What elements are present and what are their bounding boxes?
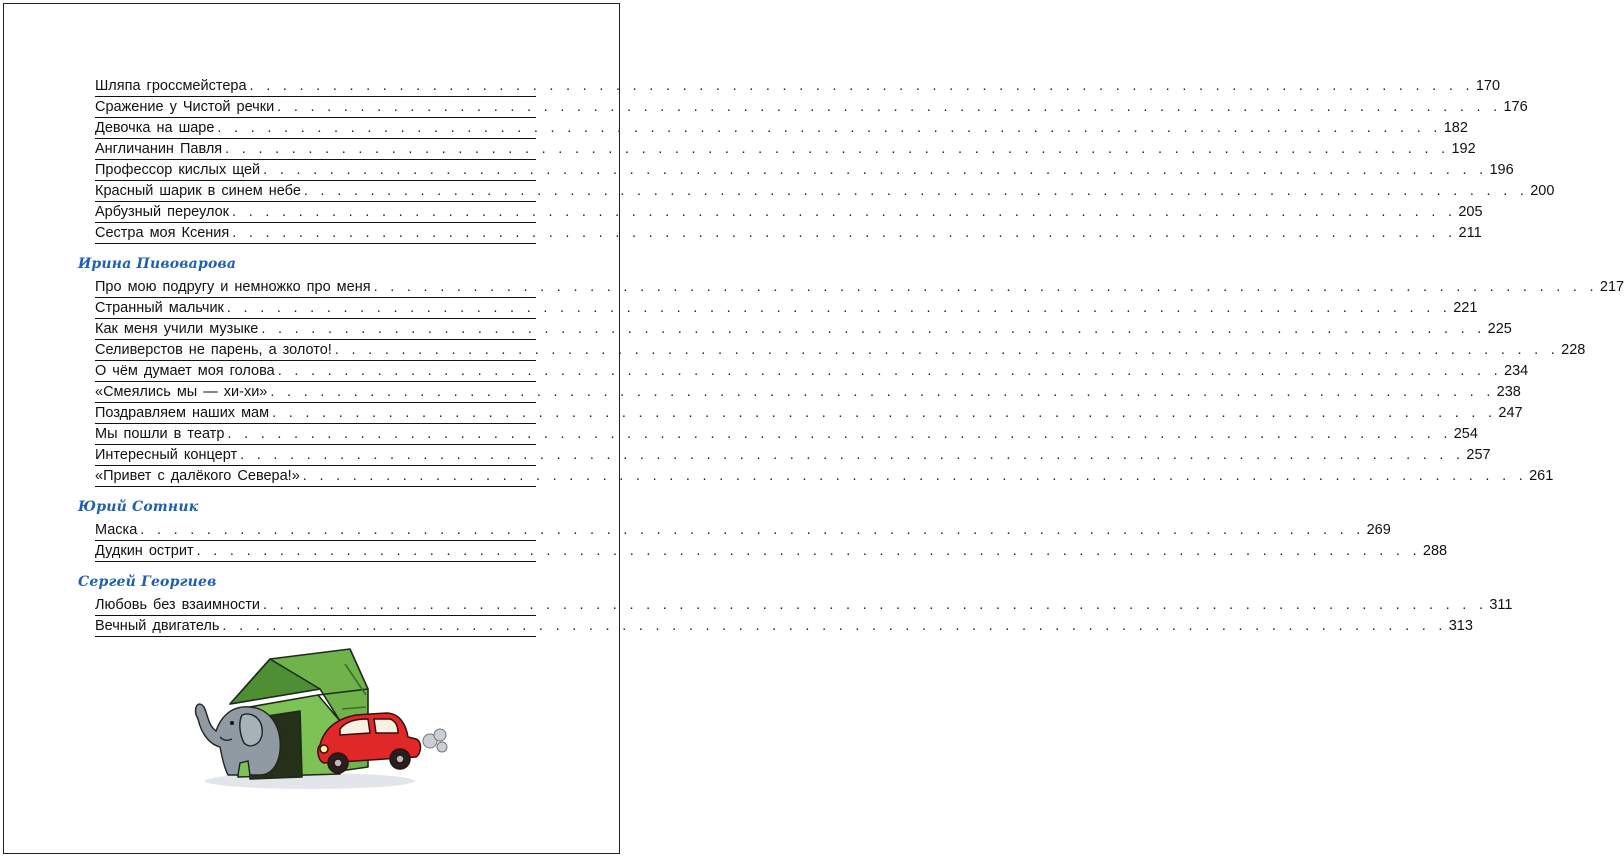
dot-leader: . . . . . . . . . . . . . . . . . . . . . . . . . . . . . . . . . . . . . . . . . . . . . . . . . . . . . . . . . . . . . . . . . . . . . . . . . .: [140, 522, 1364, 538]
toc-entry-page-number: 225: [1487, 321, 1512, 337]
dot-leader: . . . . . . . . . . . . . . . . . . . . . . . . . . . . . . . . . . . . . . . . . . . . . . . . . . . . . . . . . . . . . . . . . . . . . . . . . .: [232, 225, 1456, 241]
toc-entry-title: «Смеялись мы — хи-хи»: [95, 384, 268, 400]
dot-leader: . . . . . . . . . . . . . . . . . . . . . . . . . . . . . . . . . . . . . . . . . . . . . . . . . . . . . . . . . . . . . . . . . . . . . . . . . .: [263, 162, 1487, 178]
toc-entry-page-number: 311: [1489, 597, 1513, 613]
toc-entry[interactable]: [95, 595, 1513, 616]
book-page: [3, 3, 1624, 854]
toc-entry-title: Мы пошли в театр: [95, 426, 225, 442]
toc-entry-page-number: 261: [1529, 468, 1554, 484]
dot-leader: . . . . . . . . . . . . . . . . . . . . . . . . . . . . . . . . . . . . . . . . . . . . . . . . . . . . . . . . . . . . . . . . . . . . . . . . . .: [277, 363, 1501, 379]
toc-entry[interactable]: [95, 403, 1523, 424]
toc-entry-title: Поздравляем наших мам: [95, 405, 270, 421]
dot-leader: . . . . . . . . . . . . . . . . . . . . . . . . . . . . . . . . . . . . . . . . . . . . . . . . . . . . . . . . . . . . . . . . . . . . . . . . . .: [263, 597, 1487, 613]
toc-entry-page-number: 176: [1503, 99, 1528, 115]
dot-leader: . . . . . . . . . . . . . . . . . . . . . . . . . . . . . . . . . . . . . . . . . . . . . . . . . . . . . . . . . . . . . . . . . . . . . . . . . .: [272, 405, 1496, 421]
toc-entry[interactable]: [95, 541, 1448, 562]
toc-entry-title: Дудкин острит: [95, 543, 194, 559]
toc-entry-title: О чём думает моя голова: [95, 363, 275, 379]
toc-entry[interactable]: [95, 139, 1476, 160]
toc-entry-title: Девочка на шаре: [95, 120, 215, 136]
exhaust-cloud: [423, 729, 447, 752]
dot-leader: . . . . . . . . . . . . . . . . . . . . . . . . . . . . . . . . . . . . . . . . . . . . . . . . . . . . . . . . . . . . . . . . . . . . . . . . . .: [240, 447, 1464, 463]
toc-entry-title: Шляпа гроссмейстера: [95, 78, 247, 94]
dot-leader: . . . . . . . . . . . . . . . . . . . . . . . . . . . . . . . . . . . . . . . . . . . . . . . . . . . . . . . . . . . . . . . . . . . . . . . . . .: [249, 78, 1473, 94]
toc-entry[interactable]: [95, 202, 1483, 223]
toc-entry-page-number: 234: [1504, 363, 1529, 379]
toc-entry-page-number: 257: [1466, 447, 1491, 463]
toc-entry[interactable]: [95, 118, 1468, 139]
toc-entry[interactable]: [95, 340, 1586, 361]
toc-entry-page-number: 238: [1496, 384, 1521, 400]
toc-entry-page-number: 196: [1489, 162, 1514, 178]
toc-entry-page-number: 228: [1561, 342, 1586, 358]
toc-entry-page-number: 217: [1599, 279, 1624, 295]
toc-entry[interactable]: [95, 445, 1491, 466]
toc-entry-page-number: 288: [1422, 543, 1448, 559]
table-of-contents: [78, 76, 1624, 637]
toc-entry-page-number: 247: [1498, 405, 1523, 421]
toc-entry[interactable]: [95, 223, 1482, 244]
toc-entry-title: Вечный двигатель: [95, 618, 220, 634]
elephant: [196, 704, 281, 775]
dot-leader: . . . . . . . . . . . . . . . . . . . . . . . . . . . . . . . . . . . . . . . . . . . . . . . . . . . . . . . . . . . . . . . . . . . . . . . . . .: [196, 543, 1420, 559]
toc-entry-title: Маска: [95, 522, 138, 538]
toc-entry[interactable]: [95, 160, 1514, 181]
toc-entry[interactable]: [95, 616, 1473, 637]
toc-entry-page-number: 254: [1453, 426, 1478, 442]
toc-entry[interactable]: [95, 298, 1478, 319]
dot-leader: . . . . . . . . . . . . . . . . . . . . . . . . . . . . . . . . . . . . . . . . . . . . . . . . . . . . . . . . . . . . . . . . . . . . . . . . . .: [217, 120, 1441, 136]
toc-entry-page-number: 221: [1453, 300, 1478, 316]
toc-entry-title: Сестра моя Ксения: [95, 225, 230, 241]
toc-entry-title: Арбузный переулок: [95, 204, 230, 220]
toc-entry-title: Про мою подругу и немножко про меня: [95, 279, 371, 295]
toc-entry[interactable]: [95, 361, 1529, 382]
dot-leader: . . . . . . . . . . . . . . . . . . . . . . . . . . . . . . . . . . . . . . . . . . . . . . . . . . . . . . . . . . . . . . . . . . . . . . . . . .: [334, 342, 1559, 358]
toc-entry[interactable]: [95, 382, 1521, 403]
toc-entry[interactable]: [95, 76, 1501, 97]
dot-leader: . . . . . . . . . . . . . . . . . . . . . . . . . . . . . . . . . . . . . . . . . . . . . . . . . . . . . . . . . . . . . . . . . . . . . . . . . .: [261, 321, 1485, 337]
toc-entry-title: Англичанин Павля: [95, 141, 223, 157]
toc-entry-page-number: 205: [1458, 204, 1483, 220]
dot-leader: . . . . . . . . . . . . . . . . . . . . . . . . . . . . . . . . . . . . . . . . . . . . . . . . . . . . . . . . . . . . . . . . . . . . . . . . . .: [270, 384, 1494, 400]
dot-leader: . . . . . . . . . . . . . . . . . . . . . . . . . . . . . . . . . . . . . . . . . . . . . . . . . . . . . . . . . . . . . . . . . . . . . . . . . .: [232, 204, 1456, 220]
dot-leader: . . . . . . . . . . . . . . . . . . . . . . . . . . . . . . . . . . . . . . . . . . . . . . . . . . . . . . . . . . . . . . . . . . . . . . . . . .: [277, 99, 1501, 115]
toc-entry[interactable]: [95, 277, 1624, 298]
toc-entry-title: Как меня учили музыке: [95, 321, 259, 337]
toc-entry-title: Любовь без взаимности: [95, 597, 260, 613]
author-heading: Юрий Сотник: [78, 499, 199, 515]
dot-leader: . . . . . . . . . . . . . . . . . . . . . . . . . . . . . . . . . . . . . . . . . . . . . . . . . . . . . . . . . . . . . . . . . . . . . . . . . .: [222, 618, 1446, 634]
toc-entry[interactable]: [95, 319, 1512, 340]
toc-entry-page-number: 170: [1475, 78, 1501, 94]
elephant-doghouse-car-illustration: [190, 649, 452, 799]
dot-leader: . . . . . . . . . . . . . . . . . . . . . . . . . . . . . . . . . . . . . . . . . . . . . . . . . . . . . . . . . . . . . . . . . . . . . . . . . .: [373, 279, 1597, 295]
toc-entry[interactable]: [95, 181, 1555, 202]
dot-leader: . . . . . . . . . . . . . . . . . . . . . . . . . . . . . . . . . . . . . . . . . . . . . . . . . . . . . . . . . . . . . . . . . . . . . . . . . .: [302, 468, 1527, 484]
toc-entry-page-number: 200: [1530, 183, 1555, 199]
toc-entry-title: Интересный концерт: [95, 447, 238, 463]
toc-entry[interactable]: [95, 97, 1528, 118]
toc-entry-page-number: 192: [1451, 141, 1476, 157]
toc-entry-title: Красный шарик в синем небе: [95, 183, 301, 199]
dot-leader: . . . . . . . . . . . . . . . . . . . . . . . . . . . . . . . . . . . . . . . . . . . . . . . . . . . . . . . . . . . . . . . . . . . . . . . . . .: [225, 141, 1449, 157]
toc-entry-title: Селиверстов не парень, а золото!: [95, 342, 332, 358]
dot-leader: . . . . . . . . . . . . . . . . . . . . . . . . . . . . . . . . . . . . . . . . . . . . . . . . . . . . . . . . . . . . . . . . . . . . . . . . . .: [226, 300, 1451, 316]
author-heading: Сергей Георгиев: [78, 574, 217, 590]
toc-entry-page-number: 182: [1443, 120, 1468, 136]
dot-leader: . . . . . . . . . . . . . . . . . . . . . . . . . . . . . . . . . . . . . . . . . . . . . . . . . . . . . . . . . . . . . . . . . . . . . . . . . .: [227, 426, 1451, 442]
toc-entry-page-number: 211: [1458, 225, 1482, 241]
author-heading: Ирина Пивоварова: [78, 256, 237, 272]
toc-entry[interactable]: [95, 520, 1391, 541]
toc-entry-title: «Привет с далёкого Севера!»: [95, 468, 300, 484]
toc-entry-title: Странный мальчик: [95, 300, 224, 316]
toc-entry-title: Профессор кислых щей: [95, 162, 261, 178]
toc-entry[interactable]: [95, 466, 1554, 487]
toc-entry-title: Сражение у Чистой речки: [95, 99, 275, 115]
toc-entry-page-number: 313: [1448, 618, 1473, 634]
toc-entry[interactable]: [95, 424, 1478, 445]
toc-entry-page-number: 269: [1366, 522, 1391, 538]
dot-leader: . . . . . . . . . . . . . . . . . . . . . . . . . . . . . . . . . . . . . . . . . . . . . . . . . . . . . . . . . . . . . . . . . . . . . . . . . .: [303, 183, 1528, 199]
